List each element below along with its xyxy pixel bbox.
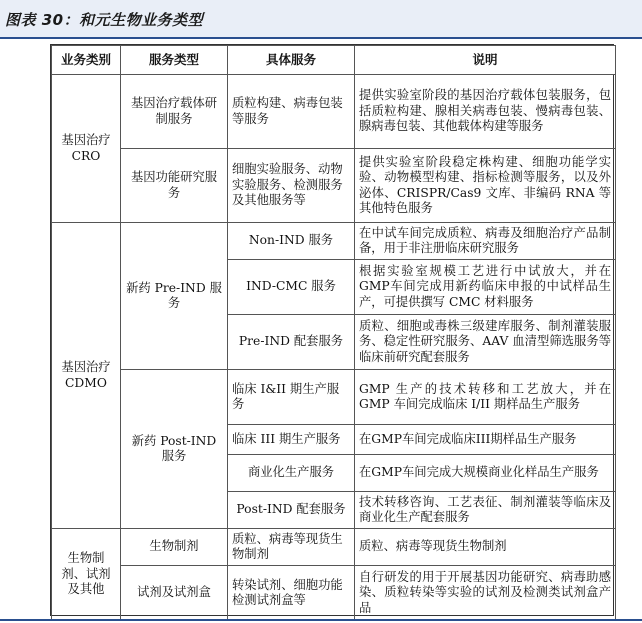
table-row: [52, 529, 616, 566]
specific-ind-cmc: IND-CMC 服务: [228, 260, 355, 315]
header-category: 业务类别: [52, 46, 121, 75]
specific-nonind: Non-IND 服务: [228, 223, 355, 260]
bottom-divider: [0, 619, 642, 621]
table-header-row: [52, 46, 616, 75]
table-row: [52, 370, 616, 425]
service-type-bio: 生物制剂: [121, 529, 228, 566]
category-cro: 基因治疗 CRO: [52, 75, 121, 223]
desc-nonind: 在中试车间完成质粒、病毒及细胞治疗产品制备，用于非注册临床研究服务: [355, 223, 616, 260]
desc-carrier: 提供实验室阶段的基因治疗载体包装服务，包括质粒构建、腺相关病毒包装、慢病毒包装、腺病毒包装、其他载体构建等服务: [355, 75, 616, 149]
table-row: [52, 149, 616, 223]
category-cdmo: 基因治疗 CDMO: [52, 223, 121, 529]
service-type-function: 基因功能研究服务: [121, 149, 228, 223]
service-type-postind: 新药 Post-IND 服务: [121, 370, 228, 529]
title-divider: [0, 37, 642, 39]
figure-title-bar: [0, 0, 642, 37]
desc-commercial: 在GMP车间完成大规模商业化样品生产服务: [355, 455, 616, 492]
desc-bio: 质粒、病毒等现货生物制剂: [355, 529, 616, 566]
desc-preind-support: 质粒、细胞或毒株三级建库服务、制剂灌装服务、稳定性研究服务、AAV 血清型筛选服务等临床前研究配套服务: [355, 315, 616, 370]
header-description: 说明: [355, 46, 616, 75]
header-specific-service: 具体服务: [228, 46, 355, 75]
specific-postind-support: Post-IND 配套服务: [228, 492, 355, 529]
table-row: [52, 223, 616, 260]
figure-title: 图表 30：和元生物业务类型: [5, 11, 204, 29]
desc-ind-cmc: 根据实验室规模工艺进行中试放大，并在GMP车间完成用新药临床申报的中试样品生产，可提供撰写 CMC 材料服务: [355, 260, 616, 315]
service-type-preind: 新药 Pre-IND 服务: [121, 223, 228, 370]
service-type-kits: 试剂及试剂盒: [121, 566, 228, 621]
service-type-carrier: 基因治疗载体研制服务: [121, 75, 228, 149]
specific-clinical-1-2: 临床 I&II 期生产服务: [228, 370, 355, 425]
header-service-type: 服务类型: [121, 46, 228, 75]
specific-bio: 质粒、病毒等现货生物制剂: [228, 529, 355, 566]
category-bio-reagents: 生物制剂、试剂及其他: [52, 529, 121, 621]
specific-function: 细胞实验服务、动物实验服务、检测服务及其他服务等: [228, 149, 355, 223]
desc-clinical-1-2: GMP 生产的技术转移和工艺放大，并在 GMP 车间完成临床 I/II 期样品生产服务: [355, 370, 616, 425]
specific-kits: 转染试剂、细胞功能检测试剂盒等: [228, 566, 355, 621]
specific-clinical-3: 临床 III 期生产服务: [228, 425, 355, 455]
services-table-frame: [50, 44, 614, 616]
specific-commercial: 商业化生产服务: [228, 455, 355, 492]
business-types-table: [51, 45, 616, 621]
desc-function: 提供实验室阶段稳定株构建、细胞功能学实验、动物模型构建、指标检测等服务，以及外泌体、CRISPR/Cas9 文库、非编码 RNA 等其他特色服务: [355, 149, 616, 223]
specific-carrier: 质粒构建、病毒包装等服务: [228, 75, 355, 149]
desc-postind-support: 技术转移咨询、工艺表征、制剂灌装等临床及商业化生产配套服务: [355, 492, 616, 529]
specific-preind-support: Pre-IND 配套服务: [228, 315, 355, 370]
desc-kits: 自行研发的用于开展基因功能研究、病毒助感染、质粒转染等实验的试剂及检测类试剂盒产品: [355, 566, 616, 621]
table-row: [52, 566, 616, 621]
table-row: [52, 75, 616, 149]
desc-clinical-3: 在GMP车间完成临床III期样品生产服务: [355, 425, 616, 455]
